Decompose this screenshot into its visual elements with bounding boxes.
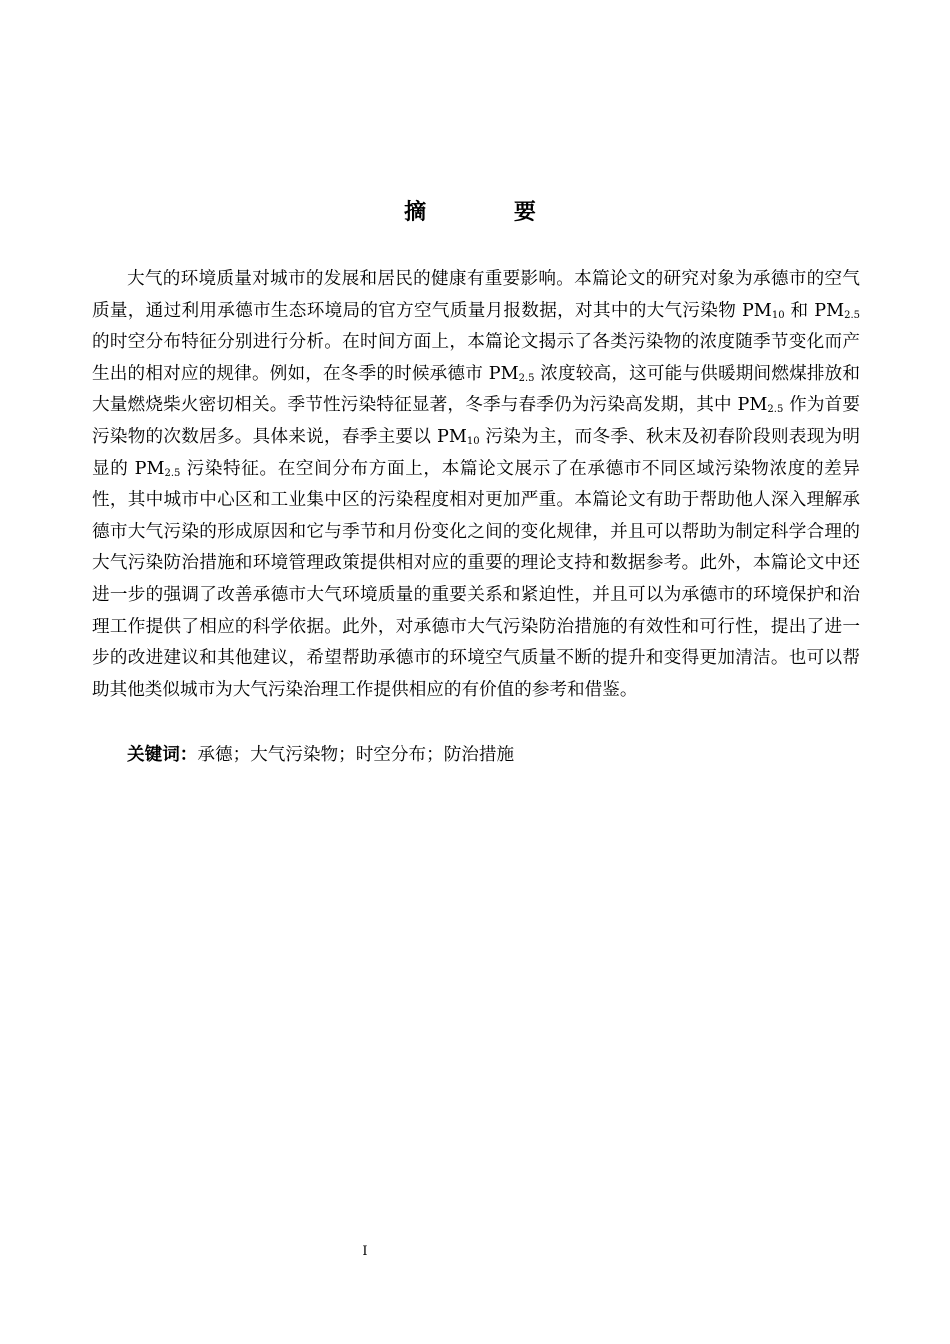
subscript: 10 — [771, 309, 785, 321]
abstract-text-run: 浓度较高，这可能与供暖期间燃煤排放和大量燃烧柴火密切相关。季节性污染特征显著，冬季与春季仍为污染高发期，其中 PM — [92, 363, 860, 416]
keywords-value: 承德；大气污染物；时空分布；防治措施 — [197, 745, 515, 765]
abstract-text-run: 和 PM — [784, 300, 845, 321]
keywords-label: 关键词： — [127, 745, 198, 765]
abstract-title: 摘 要 — [404, 200, 576, 225]
subscript: 2.5 — [844, 309, 860, 321]
abstract-text-run: 的时空分布特征分别进行分析。在时间方面上，本篇论文揭示了各类污染物的浓度随季节变化而产生出的相对应的规律。例如，在冬季的时候承德市 PM — [92, 332, 860, 384]
abstract-text-run: 污染为主，而冬季、秋末及初春阶段则表现为明显的 PM — [92, 426, 860, 479]
abstract-body — [92, 264, 860, 706]
subscript: 2.5 — [518, 372, 535, 384]
page-number: I — [362, 1244, 368, 1259]
subscript: 10 — [466, 435, 480, 447]
abstract-text-run: 污染特征。在空间分布方面上，本篇论文展示了在承德市不同区域污染物浓度的差异性，其中城市中心区和工业集中区的污染程度相对更加严重。本篇论文有助于帮助他人深入理解承德市大气污染的形成原因和它与季节和月份变化之间的变化规律，并且可以帮助为制定科学合理的大气污染防治措施和环境管理政策提供相对应的重要的理论支持和数据参考。此外，本篇论文中还进一步的强调了改善承德市大气环境质量的重要关系和紧迫性，并且可以为承德市的环境保护和治理工作提供了相应的科学依据。此外，对承德市大气污染防治措施的有效性和可行性，提出了进一步的改进建议和其他建议，希望帮助承德市的环境空气质量不断的提升和变得更加清洁。也可以帮助其他类似城市为大气污染治理工作提供相应的有价值的参考和借鉴。 — [92, 458, 860, 700]
keywords-line — [127, 740, 514, 772]
abstract-text-run: 大气的环境质量对城市的发展和居民的健康有重要影响。本篇论文的研究对象为承德市的空气质量，通过利用承德市生态环境局的官方空气质量月报数据，对其中的大气污染物 PM — [92, 269, 860, 321]
abstract-text-run: 作为首要污染物的次数居多。具体来说，春季主要以 PM — [92, 395, 861, 447]
subscript: 2.5 — [767, 404, 784, 416]
subscript: 2.5 — [164, 467, 181, 479]
